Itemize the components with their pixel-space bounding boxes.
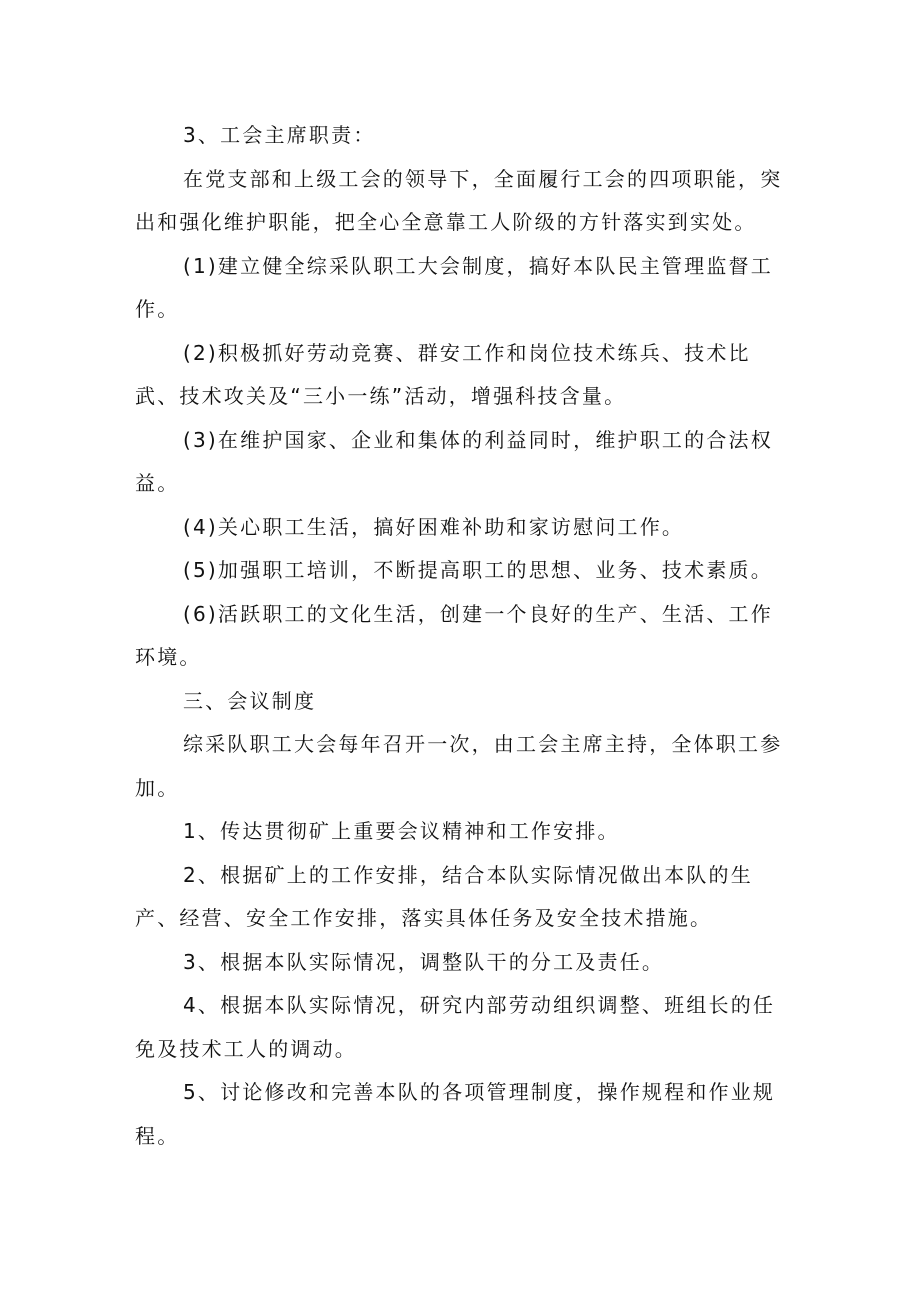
paragraph-duty-4: (4)关心职工生活，搞好困难补助和家访慰问工作。 xyxy=(183,514,685,539)
paragraph-duty-2: (2)积极抓好劳动竞赛、群安工作和岗位技术练兵、技术比武、技术攻关及“三小一练”活动，增强科技含量。 xyxy=(135,340,751,408)
paragraph-duty-3: (3)在维护国家、企业和集体的利益同时，维护职工的合法权益。 xyxy=(135,427,773,495)
document-body xyxy=(135,114,795,1158)
paragraph-duty-6: (6)活跃职工的文化生活，创建一个良好的生产、生活、工作环境。 xyxy=(135,601,773,669)
paragraph-meeting-item-5: 5、讨论修改和完善本队的各项管理制度，操作规程和作业规程。 xyxy=(135,1080,776,1148)
paragraph-meeting-item-3: 3、根据本队实际情况，调整队干的分工及责任。 xyxy=(183,949,665,974)
paragraph-meeting-item-4: 4、根据本队实际情况，研究内部劳动组织调整、班组长的任免及技术工人的调动。 xyxy=(135,993,776,1061)
section-heading-meeting-system: 三、会议制度 xyxy=(183,688,317,713)
paragraph-union-chair-duties-heading: 3、工会主席职责： xyxy=(183,123,376,147)
paragraph-union-chair-duties-intro: 在党支部和上级工会的领导下，全面履行工会的四项职能，突出和强化维护职能，把全心全意靠工人阶级的方针落实到实处。 xyxy=(135,166,783,234)
paragraph-meeting-item-2: 2、根据矿上的工作安排，结合本队实际情况做出本队的生产、经营、安全工作安排，落实具体任务及安全技术措施。 xyxy=(135,862,753,930)
paragraph-meeting-item-1: 1、传达贯彻矿上重要会议精神和工作安排。 xyxy=(183,819,620,843)
paragraph-duty-5: (5)加强职工培训，不断提高职工的思想、业务、技术素质。 xyxy=(183,558,773,582)
paragraph-duty-1: (1)建立健全综采队职工大会制度，搞好本队民主管理监督工作。 xyxy=(135,253,773,321)
paragraph-meeting-intro: 综采队职工大会每年召开一次，由工会主席主持，全体职工参加。 xyxy=(135,732,783,800)
